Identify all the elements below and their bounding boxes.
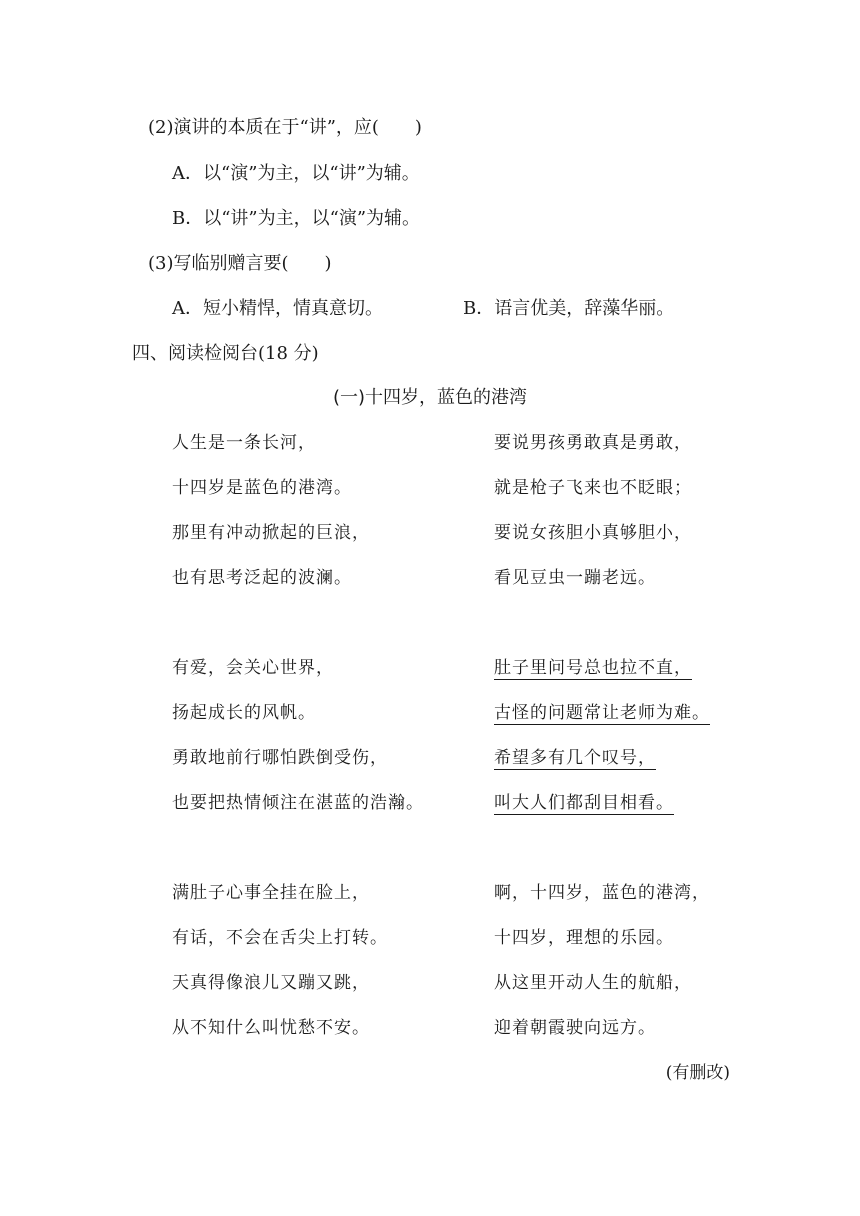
passage-title: (一)十四岁，蓝色的港湾 [332, 387, 528, 408]
poem-line: 要说女孩胆小真够胆小， [494, 523, 692, 543]
question-2-option-a: A．以“演”为主，以“讲”为辅。 [172, 163, 420, 184]
poem-line: 有话，不会在舌尖上打转。 [172, 928, 388, 948]
poem-line: 天真得像浪儿又蹦又跳， [172, 973, 370, 993]
abridged-note: (有删改) [665, 1063, 730, 1083]
question-2-stem: (2)演讲的本质在于“讲”，应( ) [148, 117, 422, 138]
poem-line: 扬起成长的风帆。 [172, 703, 316, 723]
poem-line: 就是枪子飞来也不眨眼； [494, 478, 692, 498]
question-3-stem: (3)写临别赠言要( ) [148, 253, 332, 274]
section-heading: 四、阅读检阅台(18 分) [132, 343, 319, 364]
underlined-poem-line: 叫大人们都刮目相看。 [494, 793, 674, 813]
underlined-poem-line: 肚子里问号总也拉不直， [494, 658, 692, 678]
poem-line: 十四岁，理想的乐园。 [494, 928, 674, 948]
question-3-option-a: A．短小精悍，情真意切。 [172, 298, 383, 319]
poem-line: 要说男孩勇敢真是勇敢， [494, 433, 692, 453]
poem-line: 迎着朝霞驶向远方。 [494, 1018, 656, 1038]
poem-line: 那里有冲动掀起的巨浪， [172, 523, 370, 543]
underlined-poem-line: 希望多有几个叹号， [494, 748, 656, 768]
poem-line: 人生是一条长河， [172, 433, 316, 453]
poem-line: 从这里开动人生的航船， [494, 973, 692, 993]
poem-line: 从不知什么叫忧愁不安。 [172, 1018, 370, 1038]
poem-line: 勇敢地前行哪怕跌倒受伤， [172, 748, 388, 768]
poem-line: 啊，十四岁，蓝色的港湾， [494, 883, 710, 903]
poem-line: 有爱，会关心世界， [172, 658, 334, 678]
question-3-option-b: B．语言优美，辞藻华丽。 [463, 298, 675, 319]
poem-line: 满肚子心事全挂在脸上， [172, 883, 370, 903]
poem-line: 看见豆虫一蹦老远。 [494, 568, 656, 588]
underlined-poem-line: 古怪的问题常让老师为难。 [494, 703, 710, 723]
poem-line: 十四岁是蓝色的港湾。 [172, 478, 352, 498]
question-2-option-b: B．以“讲”为主，以“演”为辅。 [172, 208, 421, 229]
poem-line: 也有思考泛起的波澜。 [172, 568, 352, 588]
poem-line: 也要把热情倾注在湛蓝的浩瀚。 [172, 793, 424, 813]
